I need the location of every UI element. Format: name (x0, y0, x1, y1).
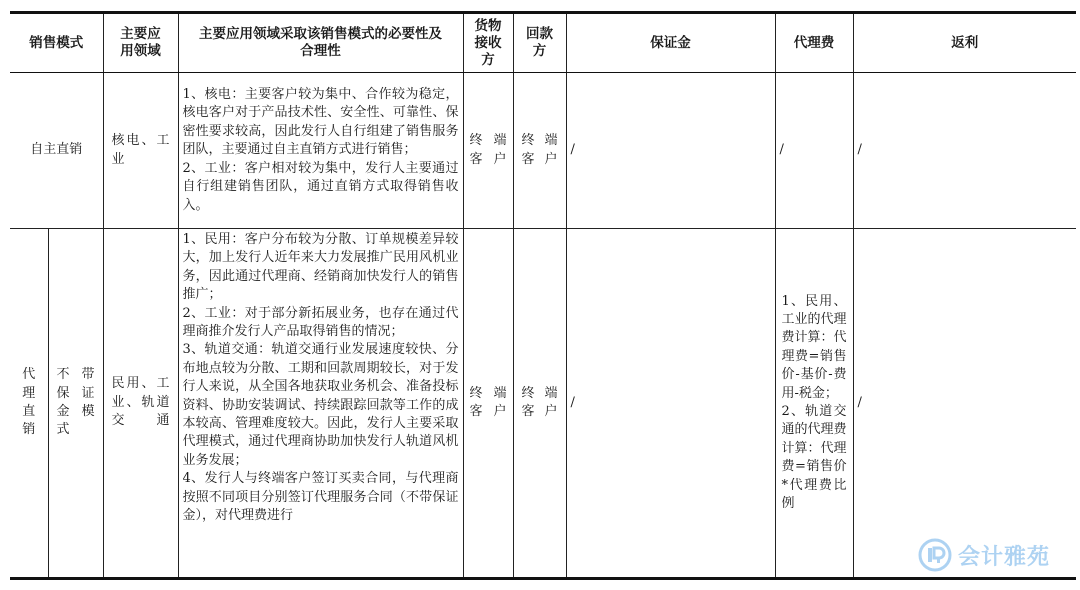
cell-payer: 终端客户 (513, 73, 566, 229)
header-rebate: 返利 (853, 13, 1076, 73)
cell-necessity: 1、核电：主要客户较为集中、合作较为稳定，核电客户对于产品技术性、安全性、可靠性、保密性要求较高，因此发行人自行组建了销售服务团队，主要通过自主直销方式进行销售； 2、工业：客户相对较为集中，发行人主要通过自行组建销售团队，通过直销方式取得销售收入。 (178, 73, 463, 229)
cell-mode: 自主直销 (10, 73, 103, 229)
header-field: 主要应用领域 (103, 13, 178, 73)
header-necessity: 主要应用领域采取该销售模式的必要性及合理性 (178, 13, 463, 73)
header-sales-mode: 销售模式 (10, 13, 103, 73)
header-receiver: 货物接收方 (463, 13, 513, 73)
cell-field: 民用、工业、轨道交通 (103, 229, 178, 579)
table-row (10, 73, 1076, 229)
watermark (918, 537, 1050, 573)
header-payer: 回款方 (513, 13, 566, 73)
cell-agency-fee: 1、民用、工业的代理费计算：代理费=销售价-基价-费用-税金； 2、轨道交通的代理费计算：代理费=销售价*代理费比例 (775, 229, 853, 579)
header-agency-fee: 代理费 (775, 13, 853, 73)
cell-receiver: 终端客户 (463, 229, 513, 579)
cell-necessity (178, 229, 463, 579)
cell-rebate: / (853, 73, 1076, 229)
cell-necessity-text: 1、民用：客户分布较为分散、订单规模差异较大，加上发行人近年来大力发展推广民用风机业务，因此通过代理商、经销商加快发行人的销售推广； 2、工业：对于部分新拓展业务，也存在通过代理商推介发行人产品取得销售的情况； 3、轨道交通：轨道交通行业发展速度较快、分布地点较为分散、工期和回款周期较长，对于发行人来说，从全国各地获取业务机会、准备投标资料、协助安装调试、持续跟踪回款等工作的成本较高、管理难度较大。因此，发行人主要采取代理模式，通过代理商协助加快发行人轨道风机业务发展； 4、发行人与终端客户签订买卖合同，与代理商按照不同项目分别签订代理服务合同（不带保证金），对代理费进行 (182, 232, 459, 524)
table-row (10, 229, 1076, 579)
cell-deposit: / (566, 73, 775, 229)
cell-payer: 终端客户 (513, 229, 566, 579)
page (10, 11, 1076, 585)
sales-mode-table (10, 11, 1076, 580)
header-deposit: 保证金 (566, 13, 775, 73)
cell-rebate: / (853, 229, 1076, 579)
cell-receiver: 终端客户 (463, 73, 513, 229)
watermark-text: 会计雅苑 (958, 544, 1051, 570)
cell-mode: 代理直销 (10, 229, 48, 579)
cell-submode: 不带保证金模式 (48, 229, 103, 579)
cell-field: 核电、工业 (103, 73, 178, 229)
table-header-row (10, 13, 1076, 73)
cell-deposit: / (566, 229, 775, 579)
logo-badge-icon (918, 538, 952, 572)
cell-agency-fee: / (775, 73, 853, 229)
